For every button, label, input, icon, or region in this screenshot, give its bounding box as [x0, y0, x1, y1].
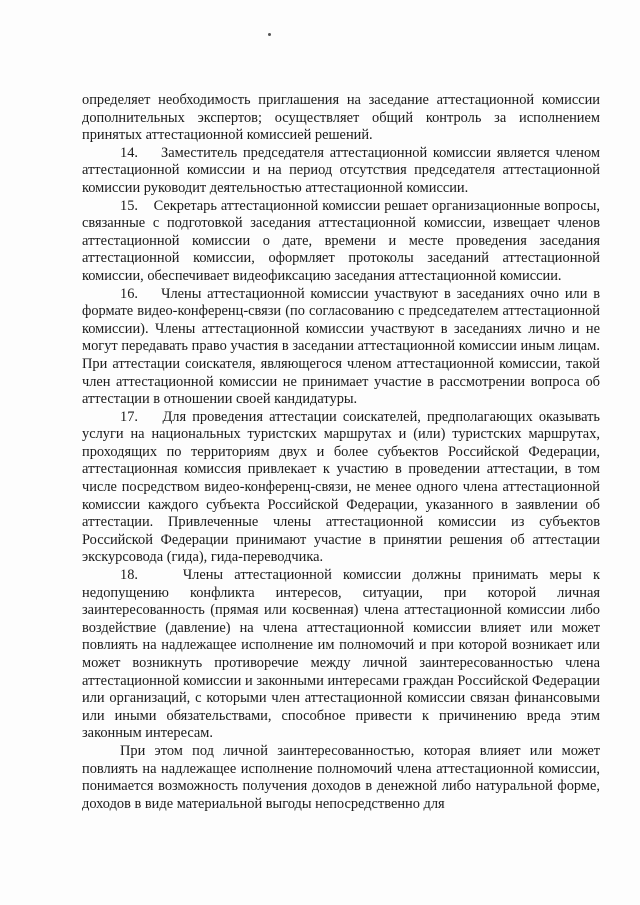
paragraph-text: Секретарь аттестационной комиссии решает организационные вопросы, связанные с подготовкой заседания аттестационной комиссии, извещает членов аттестационной комиссии о дате, времени и месте проведения заседания аттестационной комиссии, оформляет протоколы заседаний аттестационной комиссии, обеспечивает видеофиксацию заседания аттестационной комиссии. — [82, 197, 600, 284]
paragraph-text: При этом под личной заинтересованностью, которая влияет или может повлиять на надлежащее исполнение полномочий члена аттестационной комиссии, понимается возможность получения доходов в денежной либо натуральной форме, доходов в виде материальной выгоды непосредственно для — [82, 742, 600, 812]
paragraph-text: Члены аттестационной комиссии участвуют в заседаниях очно или в формате видео-конференц-связи (по согласованию с председателем аттестационной комиссии). Члены аттестационной комиссии участвуют в заседаниях лично и не могут передавать право участия в заседании аттестационной комиссии иным лицам. При аттестации соискателя, являющегося членом аттестационной комиссии, такой член аттестационной комиссии не принимает участие в рассмотрении вопроса об аттестации в отношении своей кандидатуры. — [82, 285, 600, 408]
paragraph-number: 15. — [120, 197, 138, 214]
paragraph-number: 14. — [120, 144, 138, 161]
paragraph-18-continuation — [82, 743, 600, 813]
paragraph-number: 16. — [120, 285, 138, 302]
document-body — [82, 92, 600, 813]
paragraph-18 — [82, 567, 600, 743]
paragraph-14 — [82, 145, 600, 198]
paragraph-number: 18. — [120, 567, 138, 584]
paragraph-16 — [82, 286, 600, 409]
paragraph-continuation — [82, 92, 600, 145]
paragraph-text: Для проведения аттестации соискателей, предполагающих оказывать услуги на национальных туристских маршрутах и (или) туристских маршрутах, проходящих по территориям двух и более субъектов Российской Федерации, аттестационная комиссия привлекает к участию в проведении аттестации, в том числе посредством видео-конференц-связи, не менее одного члена аттестационной комиссии каждого субъекта Российской Федерации, указанного в заявлении об аттестации. Привлеченные члены аттестационной комиссии из субъектов Российской Федерации принимают участие в принятии решения об аттестации экскурсовода (гида), гида-переводчика. — [82, 408, 600, 566]
paragraph-text: Заместитель председателя аттестационной комиссии является членом аттестационной комиссии и на период отсутствия председателя аттестационной комиссии руководит деятельностью аттестационной комиссии. — [82, 144, 600, 196]
paragraph-15 — [82, 198, 600, 286]
paragraph-text: определяет необходимость приглашения на заседание аттестационной комиссии дополнительных экспертов; осуществляет общий контроль за исполнением принятых аттестационной комиссией решений. — [82, 92, 600, 144]
scan-mark — [268, 33, 271, 36]
paragraph-17 — [82, 409, 600, 567]
paragraph-number: 17. — [120, 408, 138, 425]
paragraph-text: Члены аттестационной комиссии должны принимать меры к недопущению конфликта интересов, ситуации, при которой личная заинтересованность (прямая или косвенная) члена аттестационной комиссии либо воздействие (давление) на члена аттестационной комиссии влияет или может повлиять на надлежащее исполнение им полномочий и при которой возникает или может возникнуть противоречие между личной заинтересованностью члена аттестационной комиссии и законными интересами граждан Российской Федерации или организаций, с которыми член аттестационной комиссии связан финансовыми или иными обязательствами, способное привести к причинению вреда этим законным интересам. — [82, 567, 600, 742]
